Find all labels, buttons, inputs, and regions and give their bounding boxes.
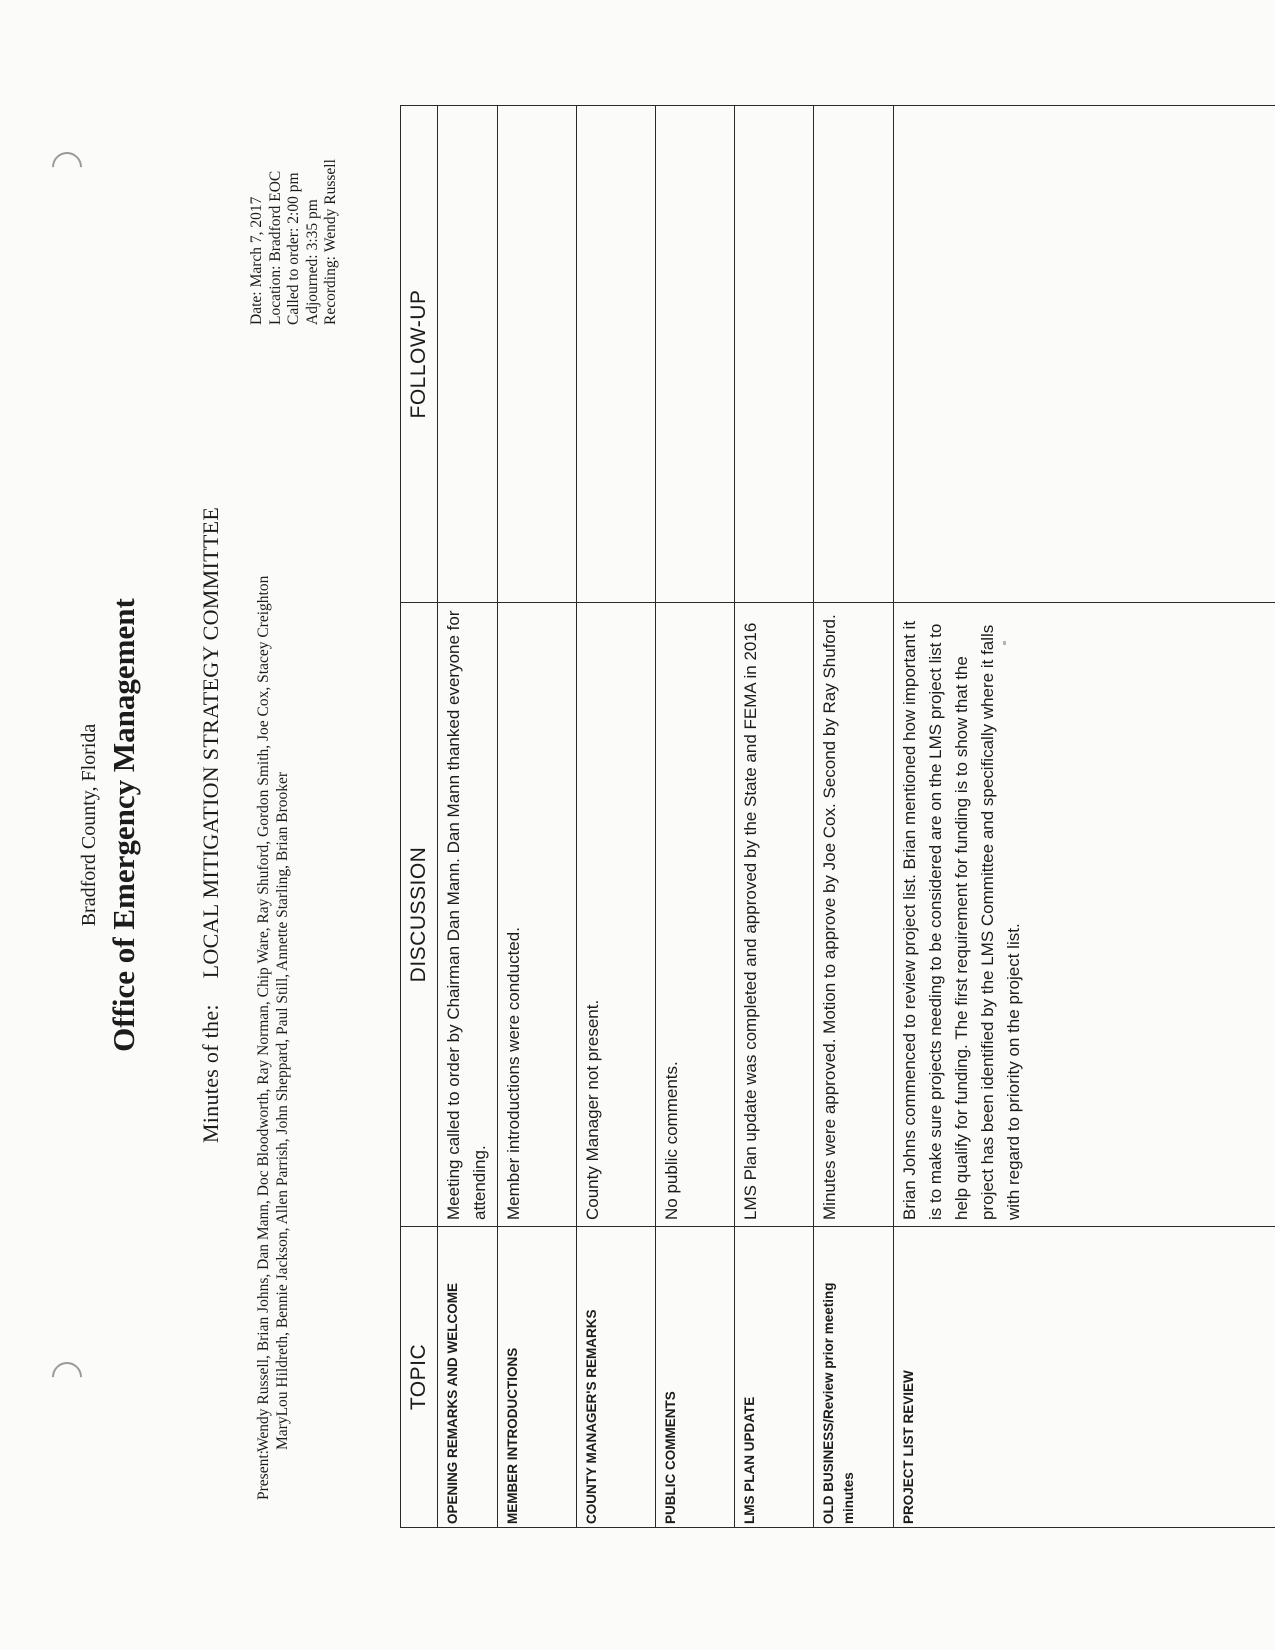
minutes-table [400, 105, 1275, 1528]
topic-cell: OLD BUSINESS/Review prior meeting minutes [814, 1227, 894, 1528]
attendees [254, 300, 292, 1500]
followup-cell [656, 106, 735, 603]
table-row [498, 106, 577, 1528]
discussion-cell: No public comments. [656, 603, 735, 1227]
table-row [894, 106, 1275, 1528]
present-label: Present: [255, 1450, 272, 1500]
attendees-line-2: MaryLou Hildreth, Bennie Jackson, Allen Parrish, John Sheppard, Paul Still, Annette Starling, Brian Brooker [274, 771, 291, 1450]
called-value: 2:00 pm [285, 172, 302, 224]
adjourned-value: 3:35 pm [303, 199, 321, 251]
followup-cell [498, 106, 577, 603]
date-value: March 7, 2017 [248, 196, 265, 288]
followup-cell [894, 106, 1275, 603]
topic-cell: PROJECT LIST REVIEW [894, 1227, 1275, 1528]
date-label: Date: [248, 291, 265, 325]
header-followup: FOLLOW-UP [401, 106, 438, 603]
topic-cell: MEMBER INTRODUCTIONS [498, 1227, 577, 1528]
header-discussion: DISCUSSION [401, 603, 438, 1227]
attendees-line-1: Wendy Russell, Brian Johns, Dan Mann, Doc Bloodworth, Ray Norman, Chip Ware, Ray Shuford, Gordon Smith, Joe Cox, Stacey Creighton [255, 575, 272, 1452]
table-row [438, 106, 498, 1528]
committee-name: LOCAL MITIGATION STRATEGY COMMITTEE [198, 506, 223, 979]
location-value: Bradford EOC [266, 170, 284, 262]
recording-value: Wendy Russell [322, 159, 339, 253]
table-header-row [401, 106, 438, 1528]
discussion-cell: Brian Johns commenced to review project list. Brian mentioned how important it is to make sure projects needing to be considered are on the LMS project list to help qualify for funding. The first requirement for funding is to show that the project has been identified by the LMS Committee and specifically where it falls with regard to priority on the project list. [894, 603, 1275, 1227]
table-row [656, 106, 735, 1528]
minutes-label: Minutes of the: [198, 1004, 223, 1144]
table-row [814, 106, 894, 1528]
discussion-cell: Meeting called to order by Chairman Dan Mann. Dan Mann thanked everyone for attending. [438, 603, 498, 1227]
meeting-date [248, 159, 267, 325]
topic-cell: PUBLIC COMMENTS [656, 1227, 735, 1528]
followup-cell [577, 106, 656, 603]
meeting-details [248, 159, 341, 325]
followup-cell [735, 106, 814, 603]
topic-cell: LMS PLAN UPDATE [735, 1227, 814, 1528]
followup-cell [814, 106, 894, 603]
minutes-heading [198, 0, 224, 1650]
office-title: Office of Emergency Management [106, 598, 141, 1052]
discussion-cell: Member introductions were conducted. [498, 603, 577, 1227]
discussion-cell: Minutes were approved. Motion to approve by Joe Cox. Second by Ray Shuford. [814, 603, 894, 1227]
table-row [735, 106, 814, 1528]
discussion-cell: County Manager not present. [577, 603, 656, 1227]
table-row [577, 106, 656, 1528]
recording [322, 159, 341, 325]
header-topic: TOPIC [401, 1227, 438, 1528]
adjourned-label: Adjourned: [303, 254, 321, 325]
called-label: Called to order: [285, 227, 302, 325]
discussion-cell: LMS Plan update was completed and approved by the State and FEMA in 2016 [735, 603, 814, 1227]
recording-label: Recording: [322, 256, 339, 325]
adjourned [304, 159, 323, 325]
location-label: Location: [266, 265, 284, 325]
county-name: Bradford County, Florida [78, 723, 100, 927]
scan-speck [1003, 641, 1006, 645]
topic-cell: COUNTY MANAGER'S REMARKS [577, 1227, 656, 1528]
followup-cell [438, 106, 498, 603]
topic-cell: OPENING REMARKS AND WELCOME [438, 1227, 498, 1528]
called-to-order [285, 159, 304, 325]
meeting-location [267, 159, 286, 325]
